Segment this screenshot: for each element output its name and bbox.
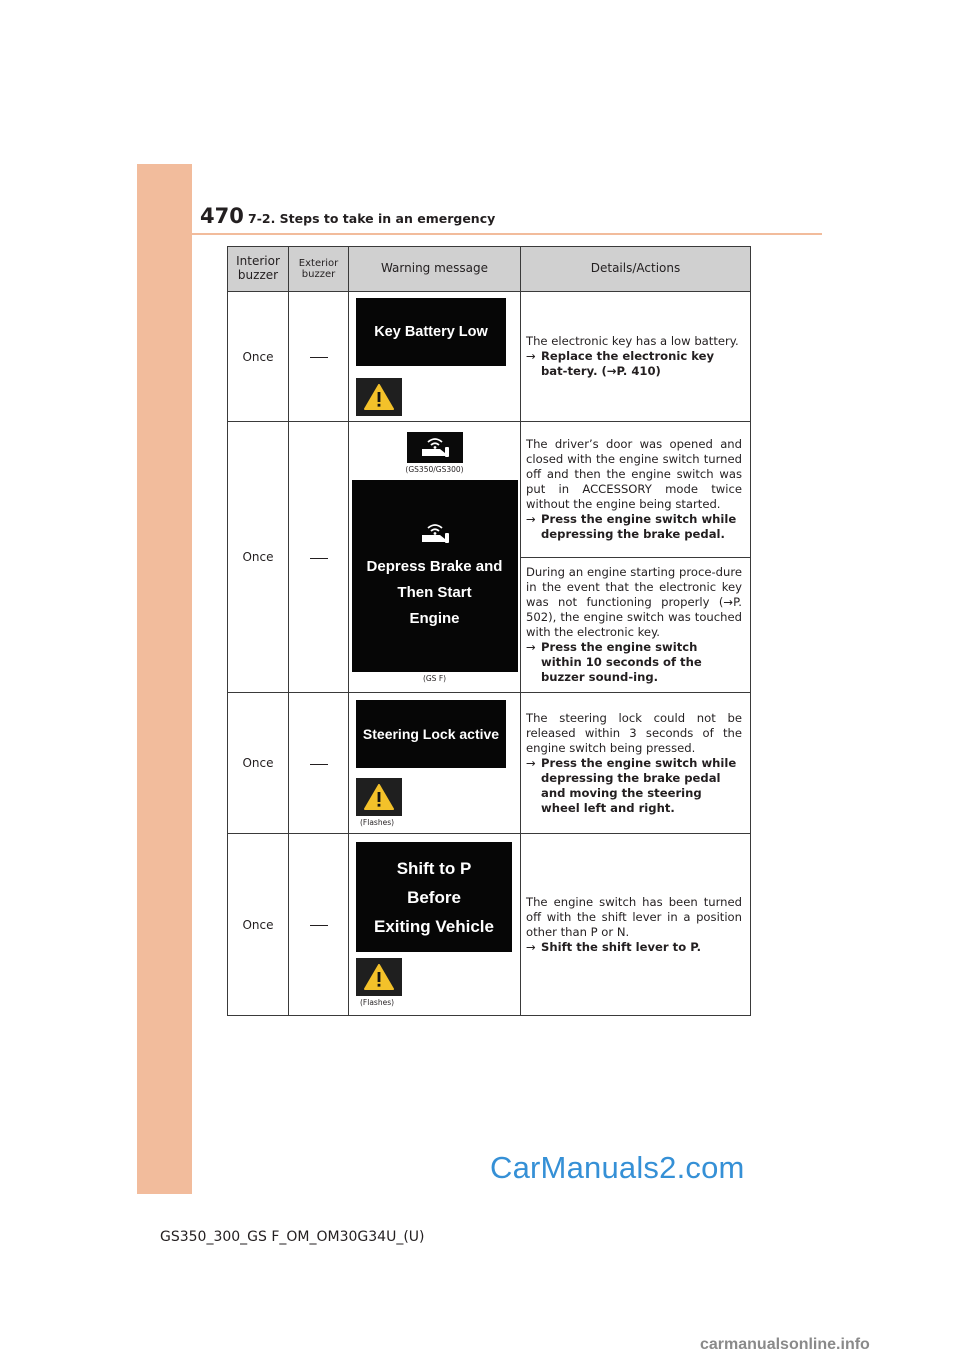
caption-flashes: (Flashes) <box>360 998 395 1007</box>
table-row <box>228 834 751 1016</box>
warning-message-cell <box>349 422 521 693</box>
display-depress-brake <box>352 480 518 672</box>
watermark-carmanualsonline[interactable]: carmanualsonline.info <box>700 1336 870 1353</box>
dash-mark <box>310 764 328 765</box>
action-line <box>526 940 742 955</box>
action-line <box>526 756 742 816</box>
side-color-band <box>137 164 192 1194</box>
warning-triangle-icon <box>356 958 402 996</box>
header-warning-message: Warning message <box>349 247 521 292</box>
table-row <box>228 292 751 422</box>
arrow-icon: → <box>526 640 536 654</box>
table-row <box>228 693 751 834</box>
action-line <box>526 640 742 685</box>
warning-message-cell <box>349 693 521 834</box>
warning-triangle-icon <box>356 778 402 816</box>
action-text: Press the engine switch while depressing the brake pedal. <box>541 512 737 541</box>
details-cell <box>521 558 751 693</box>
action-line <box>526 349 742 379</box>
dash-mark <box>310 558 328 559</box>
caption-gs350: (GS350/GS300) <box>405 464 464 474</box>
details-text: The driver’s door was opened and closed with the engine switch turned off and then the engine switch was put in ACCESSORY mode twice without the engine being started. <box>526 437 742 511</box>
display-text: Shift to P <box>396 858 472 878</box>
action-line <box>526 512 742 542</box>
exterior-buzzer-cell <box>289 292 349 422</box>
display-key-battery-low <box>356 298 506 366</box>
table-row <box>228 422 751 558</box>
action-text: Press the engine switch while depressing the brake pedal and moving the steering wheel left and right. <box>541 755 737 815</box>
warning-message-table <box>227 246 751 1016</box>
dash-mark <box>310 925 328 926</box>
interior-buzzer-cell: Once <box>228 693 289 834</box>
header-interior-buzzer: Interior buzzer <box>228 247 289 292</box>
action-text: Press the engine switch within 10 seconds of the buzzer sound-ing. <box>541 640 702 684</box>
details-text: The engine switch has been turned off with the shift lever in a position other than P or N. <box>526 894 742 939</box>
display-text: Engine <box>409 609 460 627</box>
exterior-buzzer-cell <box>289 422 349 693</box>
interior-buzzer-cell: Once <box>228 422 289 693</box>
footer-code: GS350_300_GS F_OM_OM30G34U_(U) <box>160 1229 425 1245</box>
arrow-icon: → <box>526 755 536 770</box>
display-text: Key Battery Low <box>374 323 488 340</box>
header-details-actions: Details/Actions <box>521 247 751 292</box>
details-cell <box>521 834 751 1016</box>
page-number: 470 <box>200 204 244 228</box>
section-title: 7-2. Steps to take in an emergency <box>248 211 496 226</box>
details-cell <box>521 693 751 834</box>
header-rule <box>192 233 822 235</box>
caption-gsf: (GS F) <box>422 673 447 683</box>
details-text: During an engine starting proce-dure in the event that the electronic key was not functioning properly (→P. 502), the engine switch was touched with the electronic key. <box>526 565 742 639</box>
table-header-row <box>228 247 751 292</box>
details-cell <box>521 292 751 422</box>
display-steering-lock <box>356 700 506 768</box>
display-shift-to-p <box>356 842 512 952</box>
display-text: Depress Brake and <box>366 557 503 575</box>
display-text: Then Start <box>397 583 472 601</box>
key-brake-icon <box>413 520 457 546</box>
details-text: The steering lock could not be released within 3 seconds of the engine switch being pressed. <box>526 710 742 755</box>
exterior-buzzer-cell <box>289 693 349 834</box>
action-text: Shift the shift lever to P. <box>541 939 701 954</box>
warning-triangle-icon <box>356 378 402 416</box>
watermark-carmanuals2[interactable]: CarManuals2.com <box>490 1150 745 1185</box>
arrow-icon: → <box>526 939 536 954</box>
arrow-icon: → <box>526 512 536 526</box>
warning-message-cell <box>349 292 521 422</box>
key-brake-icon <box>407 432 463 463</box>
details-cell <box>521 422 751 558</box>
header-exterior-buzzer: Exterior buzzer <box>289 247 349 292</box>
details-text: The electronic key has a low battery. <box>526 334 739 348</box>
arrow-icon: → <box>526 349 536 363</box>
interior-buzzer-cell: Once <box>228 292 289 422</box>
warning-message-cell <box>349 834 521 1016</box>
exterior-buzzer-cell <box>289 834 349 1016</box>
display-text: Exiting Vehicle <box>374 916 494 936</box>
display-text: Before <box>407 887 461 907</box>
action-text: Replace the electronic key bat-tery. (→P. 410) <box>541 349 715 378</box>
dash-mark <box>310 357 328 358</box>
interior-buzzer-cell: Once <box>228 834 289 1016</box>
display-text: Steering Lock active <box>362 725 500 742</box>
caption-flashes: (Flashes) <box>360 817 395 827</box>
